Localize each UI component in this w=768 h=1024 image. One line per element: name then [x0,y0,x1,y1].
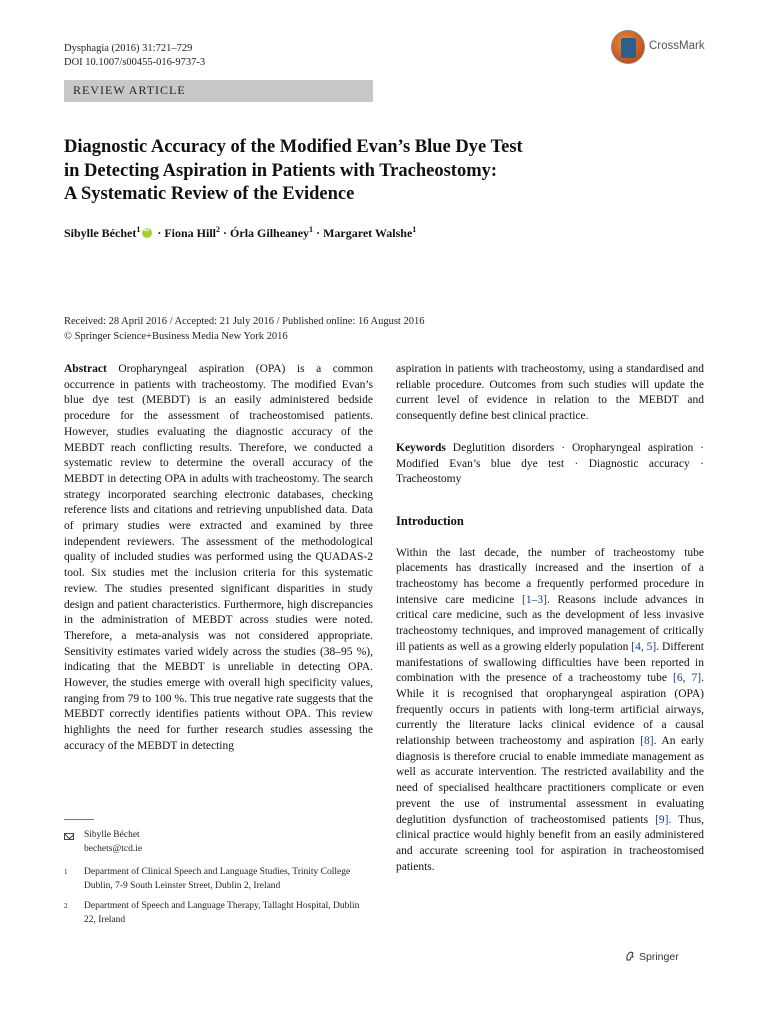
copyright-line: © Springer Science+Business Media New York 2016 [64,331,288,342]
citation-link[interactable]: [9] [655,813,669,826]
article-type-banner [64,80,373,102]
keywords-heading: Keywords [396,441,446,454]
contact-email[interactable]: bechets@tcd.ie [84,843,143,854]
intro-text: . While it is recognised that oropharyngeal aspiration (OPA) frequently occurs in patients with long-term artificial airways, currently the literature lacks clinical evidence of a causal relationship between tracheostomy and aspiration [396,672,704,748]
corresponding-author [64,829,364,859]
author-name[interactable]: Margaret Walshe [323,226,413,240]
abstract-text: Oropharyngeal aspiration (OPA) is a common occurrence in patients with tracheostomy. The modified Evan’s blue dye test (MEBDT) is an easily administered bedside procedure for the assessment of tracheostomised patients. However, studies evaluating the diagnostic accuracy of the MEBDT reach conflicting results. Therefore, we conducted a systematic review to determine the overall accuracy of the MEBDT in detecting OPA in adults with tracheostomy. The search strategy incorporated searching electronic databases, checking reference lists and citations and retrieving unpublished data. Data of primary studies were extracted and examined by three independent reviewers. The assessment of the methodological quality of included studies was performed using the QUADAS-2 tool. Six studies met the inclusion criteria for this systematic review. The studies presented significant disparities in study design and patient characteristics. Furthermore, high discrepancies in the administration of MEBDT across studies were noted. Therefore, a meta-analysis was not considered appropriate. Sensitivity estimates varied widely across the studies (38–95 %), indicating that the MEBDT is unreliable in detecting OPA. However, the studies emerge with overall high specificity values, ranging from 79 to 100 %. This true negative rate suggests that the MEBDT correctly identifies patients without OPA. This review highlights the need for further research studies assessing the accuracy of the MEBDT in detecting [64,363,374,752]
abstract-heading: Abstract [64,363,107,375]
author-name[interactable]: Órla Gilheaney [230,226,310,240]
introduction-paragraph [396,546,704,876]
contact-name: Sibylle Béchet [84,830,140,840]
title-line-1: Diagnostic Accuracy of the Modified Evan’s Blue Dye Test [64,137,523,157]
intro-text: Within the last decade, the number of tracheostomy tube placements has drastically increased and the insertion of a tracheostomy has become a frequently performed procedure in intensive care medicine [396,546,704,606]
crossmark-badge[interactable] [611,30,731,70]
affiliation-mark: 1 [412,225,417,234]
contact-block [84,829,142,856]
affiliation-1 [64,866,373,896]
right-column [396,362,704,875]
envelope-icon [64,833,74,840]
affiliation-mark: 1 [136,225,141,234]
abstract-continuation: aspiration in patients with tracheostomy, using a standardised and reliable procedure. Outcomes from such studies will update the current level of evidence in relation to the MEBDT and consequently define best clinical practice. [396,363,704,423]
publisher-name: Springer [639,951,679,963]
affiliation-number: 2 [64,902,68,910]
footnote-divider [64,819,94,820]
citation-link[interactable]: [1–3] [522,593,547,606]
keywords-text: Deglutition disorders · Oropharyngeal aspiration · Modified Evan’s blue dye test · Diagnostic accuracy · Tracheostomy [396,441,704,486]
article-title [64,136,704,207]
springer-horse-icon [624,950,636,962]
journal-line: Dysphagia (2016) 31:721–729 [64,43,193,54]
author-name[interactable]: Fiona Hill [164,226,217,240]
intro-text: . Reasons include advances in critical care medicine, such as the development of less invasive tracheostomy techniques, and improved management of critically ill patients as well as a growing elderly population [396,593,705,653]
author-list: Sibylle Béchet$^1$iD · Fiona Hill$^2$ · Órla Gilheaney$^1$ · Margaret Walshe$^1$ [64,225,416,241]
publication-dates [64,314,424,344]
affiliation-number: 1 [64,868,68,876]
intro-text: . Thus, clinical practice would highly benefit from an easily administered and accurate screening tool for aspiration in tracheostomised patients. [396,813,704,873]
affiliation-mark: 2 [216,225,221,234]
affiliation-text: Department of Speech and Language Therapy, Tallaght Hospital, Dublin 22, Ireland [84,901,360,925]
affiliation-2 [64,900,373,930]
introduction-heading: Introduction [396,513,464,528]
author-name[interactable]: Sibylle Béchet [64,226,137,240]
keywords-paragraph [396,441,704,488]
doi-line[interactable]: DOI 10.1007/s00455-016-9737-3 [64,57,206,68]
affiliation-text: Department of Clinical Speech and Language Studies, Trinity College Dublin, 7-9 South Leinster Street, Dublin 2, Ireland [84,867,351,891]
crossmark-label: CrossMark [649,40,705,52]
abstract-paragraph [64,362,373,755]
orcid-icon[interactable] [142,228,152,238]
history-dates: Received: 28 April 2016 / Accepted: 21 July 2016 / Published online: 16 August 2016 [64,316,425,327]
citation-link[interactable]: [4, 5] [631,640,657,653]
citation-link[interactable]: [8] [640,735,654,748]
citation-link[interactable]: [6, 7] [673,672,702,685]
intro-text: . Different manifestations of swallowing difficulties have been reported in combination with the presence of a tracheostomy tube [396,640,704,685]
article-type-label: REVIEW ARTICLE [73,83,186,97]
journal-citation [64,42,205,70]
affiliation-mark: 1 [309,225,314,234]
publisher-footer [624,950,679,963]
abstract-column [64,362,373,755]
intro-text: . An early diagnosis is therefore crucial to enable immediate management as well as accurate intervention. The restricted availability and the need of specialised healthcare practitioners complicate or even prevent the use of instrumental assessment in evaluating deglutition dysfunction of tracheostomised patients [396,735,704,826]
crossmark-icon [611,30,645,64]
title-line-2: in Detecting Aspiration in Patients with Tracheostomy: [64,160,498,181]
title-line-3: A Systematic Review of the Evidence [64,184,355,204]
